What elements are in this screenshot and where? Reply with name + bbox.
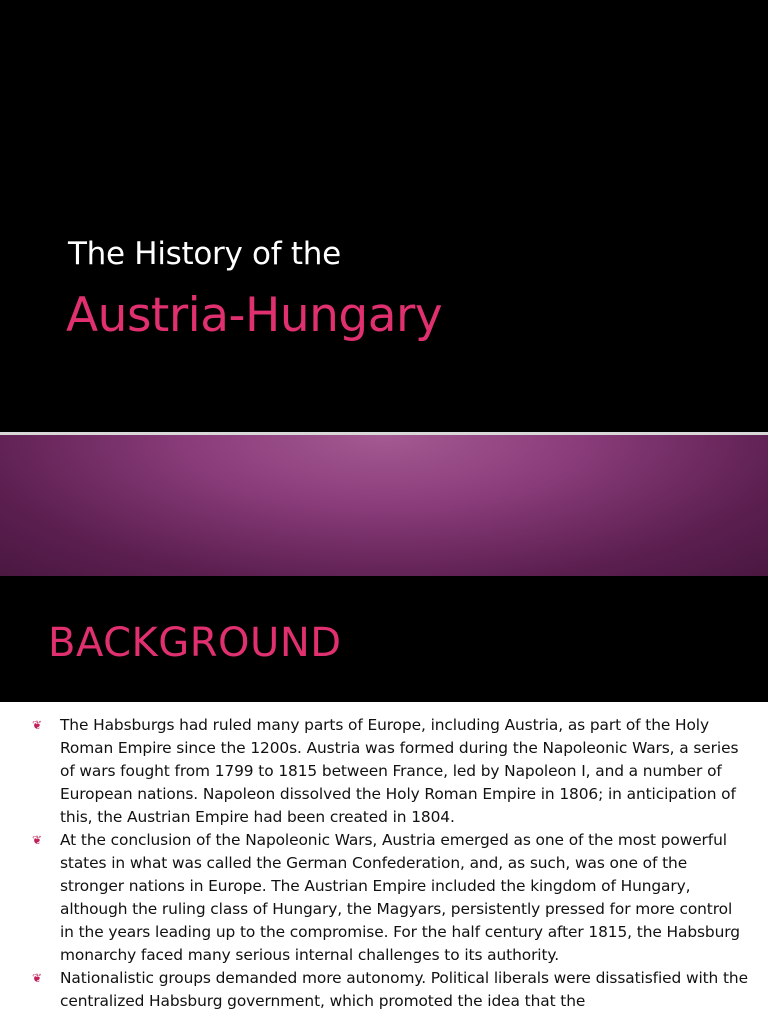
section-heading: BACKGROUND — [48, 620, 342, 666]
list-item — [0, 829, 768, 967]
ornamental-swirl-icon: ❦ — [32, 718, 43, 732]
content-slide-body — [0, 702, 768, 1024]
list-item — [0, 967, 768, 1013]
bullet-list — [0, 714, 768, 1013]
bullet-text: The Habsburgs had ruled many parts of Europe, including Austria, as part of the Holy Roman Empire since the 1200s. Austria was formed during the Napoleonic Wars, a series of wars fought from 1799 to 1815 between France, led by Napoleon I, and a number of European nations. Napoleon dissolved the Holy Roman Empire in 1806; in anticipation of this, the Austrian Empire had been created in 1804. — [60, 716, 739, 826]
ornamental-swirl-icon: ❦ — [32, 971, 43, 985]
slide-subtitle: The History of the — [68, 236, 341, 272]
decorative-band — [0, 435, 768, 576]
list-item — [0, 714, 768, 829]
slide-title: Austria-Hungary — [66, 288, 443, 343]
bullet-text: Nationalistic groups demanded more autonomy. Political liberals were dissatisfied with the centralized Habsburg government, which promoted the idea that the — [60, 969, 748, 1010]
bullet-text: At the conclusion of the Napoleonic Wars, Austria emerged as one of the most powerful states in what was called the German Confederation, and, as such, was one of the stronger nations in Europe. The Austrian Empire included the kingdom of Hungary, although the ruling class of Hungary, the Magyars, persistently pressed for more control in the years leading up to the compromise. For the half century after 1815, the Habsburg monarchy faced many serious internal challenges to its authority. — [60, 831, 740, 964]
ornamental-swirl-icon: ❦ — [32, 833, 43, 847]
